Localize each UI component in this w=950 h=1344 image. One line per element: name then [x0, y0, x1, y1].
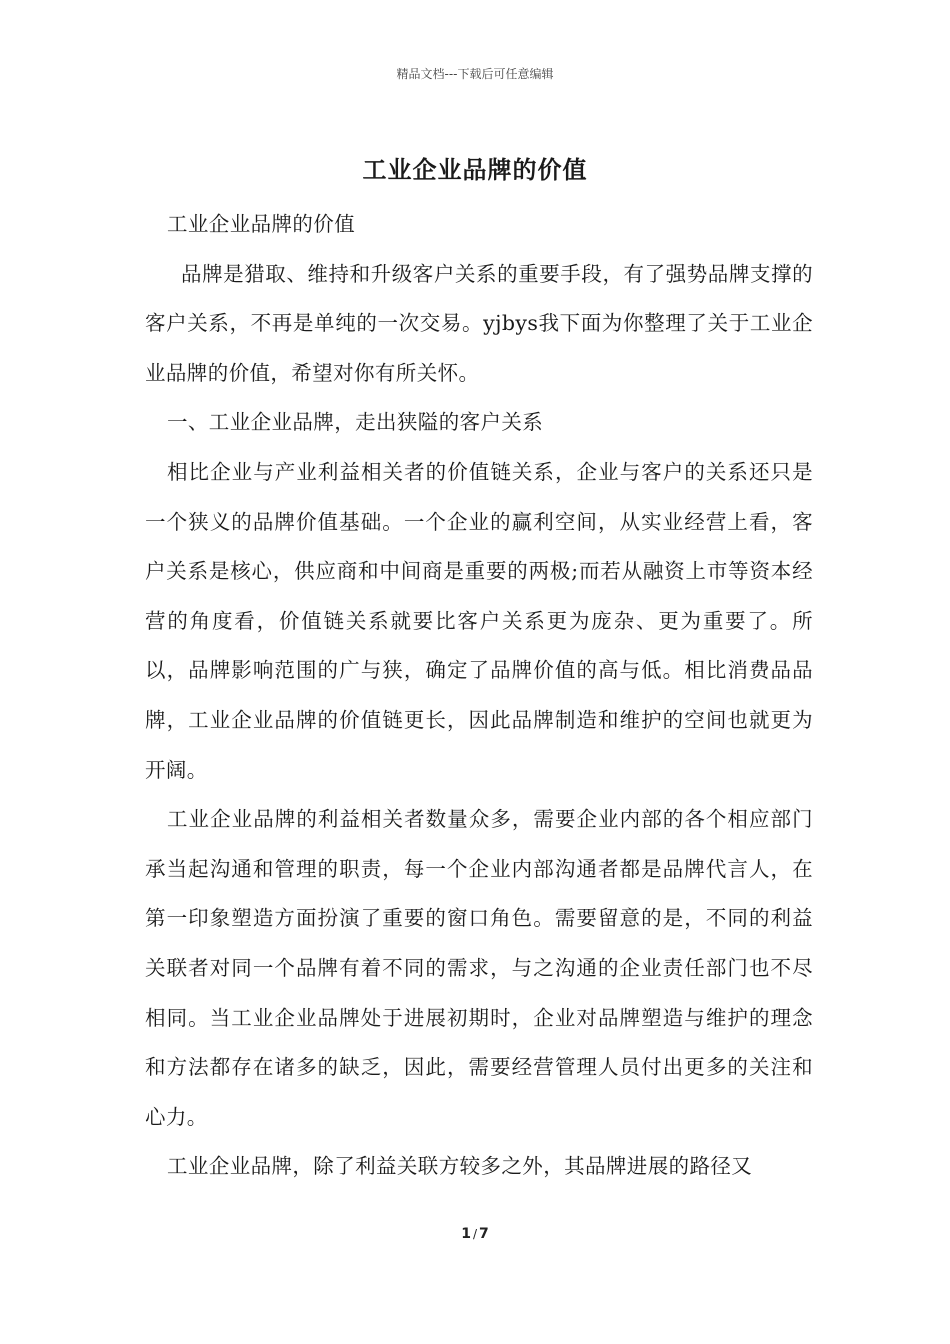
document-title: 工业企业品牌的价值 — [362, 155, 588, 184]
page-separator: / — [472, 1227, 478, 1241]
body-paragraph: 品牌是猎取、维持和升级客户关系的重要手段，有了强势品牌支撑的客户关系，不再是单纯的一次交易。yjbys我下面为你整理了关于工业企业品牌的价值，希望对你有所关怀。 — [145, 261, 813, 385]
body-paragraph: 工业企业品牌，除了利益关联方较多之外，其品牌进展的路径又 — [167, 1154, 753, 1179]
current-page-number: 1 — [461, 1226, 471, 1242]
body-paragraph: 相比企业与产业利益相关者的价值链关系，企业与客户的关系还只是一个狭义的品牌价值基础。一个企业的赢利空间，从实业经营上看，客户关系是核心，供应商和中间商是重要的两极;而若从融资上市等资本经营的角度看，价值链关系就要比客户关系更为庞杂、更为重要了。所以，品牌影响范围的广与狭，确定了品牌价值的高与低。相比消费品品牌，工业企业品牌的价值链更长，因此品牌制造和维护的空间也就更为开阔。 — [145, 459, 813, 782]
section-heading: 一、工业企业品牌，走出狭隘的客户关系 — [167, 410, 544, 435]
document-body — [145, 200, 813, 1192]
body-paragraph: 工业企业品牌的利益相关者数量众多，需要企业内部的各个相应部门承当起沟通和管理的职责，每一个企业内部沟通者都是品牌代言人，在第一印象塑造方面扮演了重要的窗口角色。需要留意的是，不同的利益关联者对同一个品牌有着不同的需求，与之沟通的企业责任部门也不尽相同。当工业企业品牌处于进展初期时，企业对品牌塑造与维护的理念和方法都存在诸多的缺乏，因此，需要经营管理人员付出更多的关注和心力。 — [145, 807, 813, 1129]
subtitle-paragraph: 工业企业品牌的价值 — [167, 212, 356, 236]
total-pages-number: 7 — [479, 1226, 489, 1242]
page-number — [0, 1226, 950, 1242]
page-header: 精品文档---下载后可任意编辑 — [396, 67, 554, 81]
